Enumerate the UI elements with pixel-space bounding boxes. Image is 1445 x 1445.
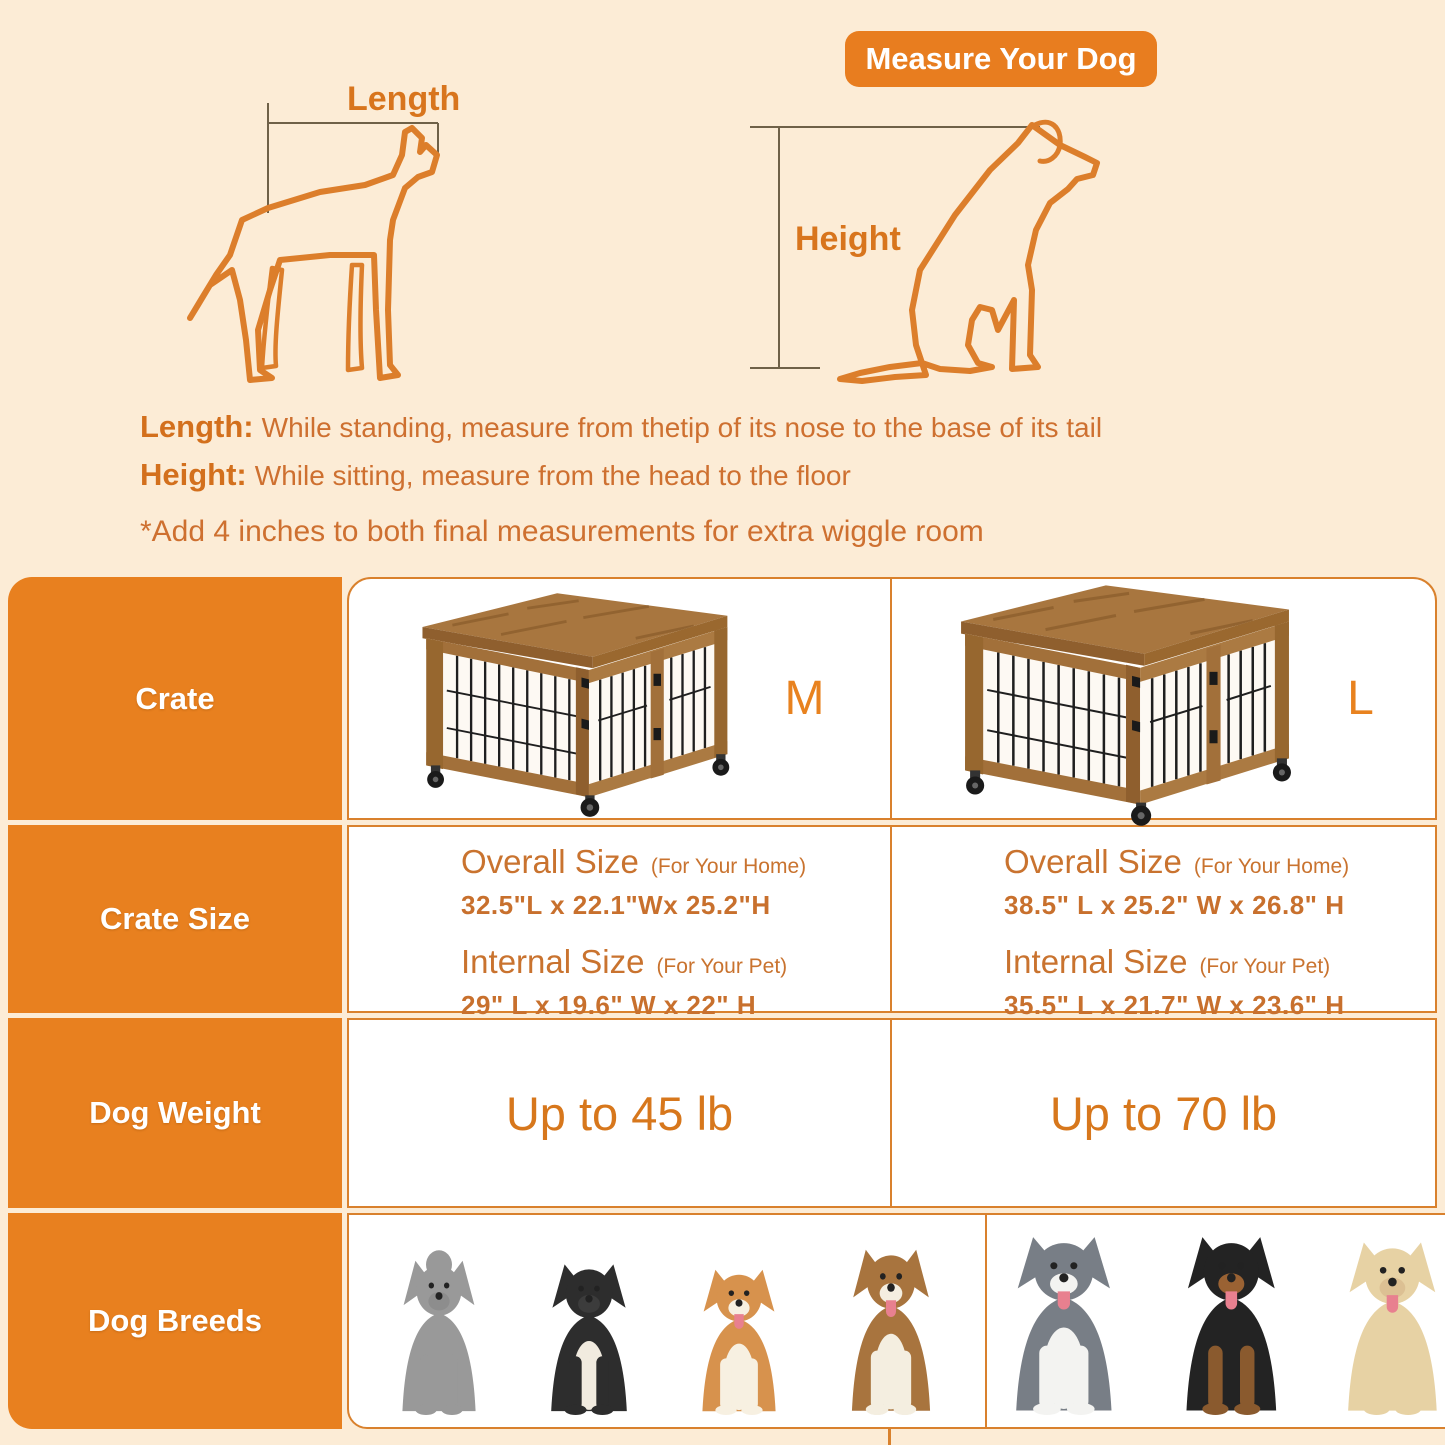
length-term: Length: — [140, 409, 254, 444]
dog-breeds-images-l — [987, 1215, 1445, 1427]
dog-corgi-image — [680, 1255, 798, 1415]
internal-size-note-m: (For Your Pet) — [656, 955, 788, 978]
dog-golden-retriever-image — [1321, 1225, 1445, 1415]
crate-cell-m — [349, 579, 892, 818]
crate-row-cells — [347, 577, 1437, 820]
row-label-crate: Crate — [8, 577, 342, 820]
dog-rottweiler-image — [1159, 1219, 1304, 1415]
table-row-dog-breeds — [8, 1213, 1437, 1429]
overall-size-dims-l: 38.5" L x 25.2" W x 26.8" H — [1004, 890, 1345, 920]
length-diagram-label: Length — [347, 80, 461, 118]
dog-beagle-image — [828, 1233, 954, 1415]
length-text: While standing, measure from thetip of its nose to the base of its tail — [261, 412, 1103, 443]
height-instruction — [140, 451, 1390, 499]
crate-size-cell-l — [892, 827, 1435, 1020]
overall-size-note-l: (For Your Home) — [1193, 855, 1350, 878]
size-letter-l: L — [1347, 672, 1374, 725]
internal-size-note-l: (For Your Pet) — [1199, 955, 1331, 978]
height-text: While sitting, measure from the head to the floor — [254, 460, 851, 491]
dog-weight-row-cells — [347, 1018, 1437, 1208]
overall-size-line-l — [1004, 843, 1435, 881]
table-row-crate-size — [8, 825, 1437, 1020]
crate-image-m — [415, 580, 733, 818]
dog-weight-cell-m: Up to 45 lb — [349, 1020, 892, 1206]
internal-size-title-m: Internal Size — [461, 943, 645, 980]
dog-weight-cell-l: Up to 70 lb — [1049, 1086, 1278, 1140]
row-label-dog-weight: Dog Weight — [8, 1018, 342, 1208]
internal-size-line-m — [461, 943, 890, 981]
table-row-crate — [8, 577, 1437, 820]
height-term: Height: — [140, 457, 247, 492]
dog-poodle-image — [380, 1245, 498, 1415]
row-label-dog-breeds: Dog Breeds — [8, 1213, 342, 1429]
crate-cell-l — [892, 579, 1435, 818]
size-comparison-table — [8, 577, 1437, 1434]
crate-size-cell-m — [349, 827, 892, 1020]
row-label-crate-size: Crate Size — [8, 825, 342, 1013]
column-divider-stub — [888, 1429, 891, 1445]
overall-size-title-l: Overall Size — [1004, 843, 1182, 880]
wiggle-room-note: *Add 4 inches to both final measurements for extra wiggle room — [140, 515, 984, 548]
length-instruction — [140, 403, 1390, 451]
dog-breeds-row-cells — [347, 1213, 1445, 1429]
overall-size-note-m: (For Your Home) — [650, 855, 807, 878]
dog-alaskan-malamute-image — [987, 1219, 1141, 1415]
dog-breeds-images-m — [349, 1215, 987, 1427]
crate-size-row-cells — [347, 825, 1437, 1020]
measure-your-dog-badge: Measure Your Dog — [845, 31, 1157, 87]
table-row-dog-weight — [8, 1018, 1437, 1208]
size-letter-m: M — [784, 672, 825, 725]
overall-size-title-m: Overall Size — [461, 843, 639, 880]
dog-french-bulldog-image — [528, 1249, 650, 1415]
internal-size-title-l: Internal Size — [1004, 943, 1188, 980]
internal-size-line-l — [1004, 943, 1435, 981]
internal-size-dims-l: 35.5" L x 21.7" W x 23.6" H — [1004, 990, 1345, 1020]
overall-size-line-m — [461, 843, 890, 881]
internal-size-dims-m: 29" L x 19.6" W x 22" H — [461, 990, 757, 1020]
crate-image-l — [953, 571, 1295, 827]
measuring-instructions — [140, 403, 1390, 549]
overall-size-dims-m: 32.5"L x 22.1"Wx 25.2"H — [461, 890, 771, 920]
height-diagram-label: Height — [795, 220, 901, 258]
